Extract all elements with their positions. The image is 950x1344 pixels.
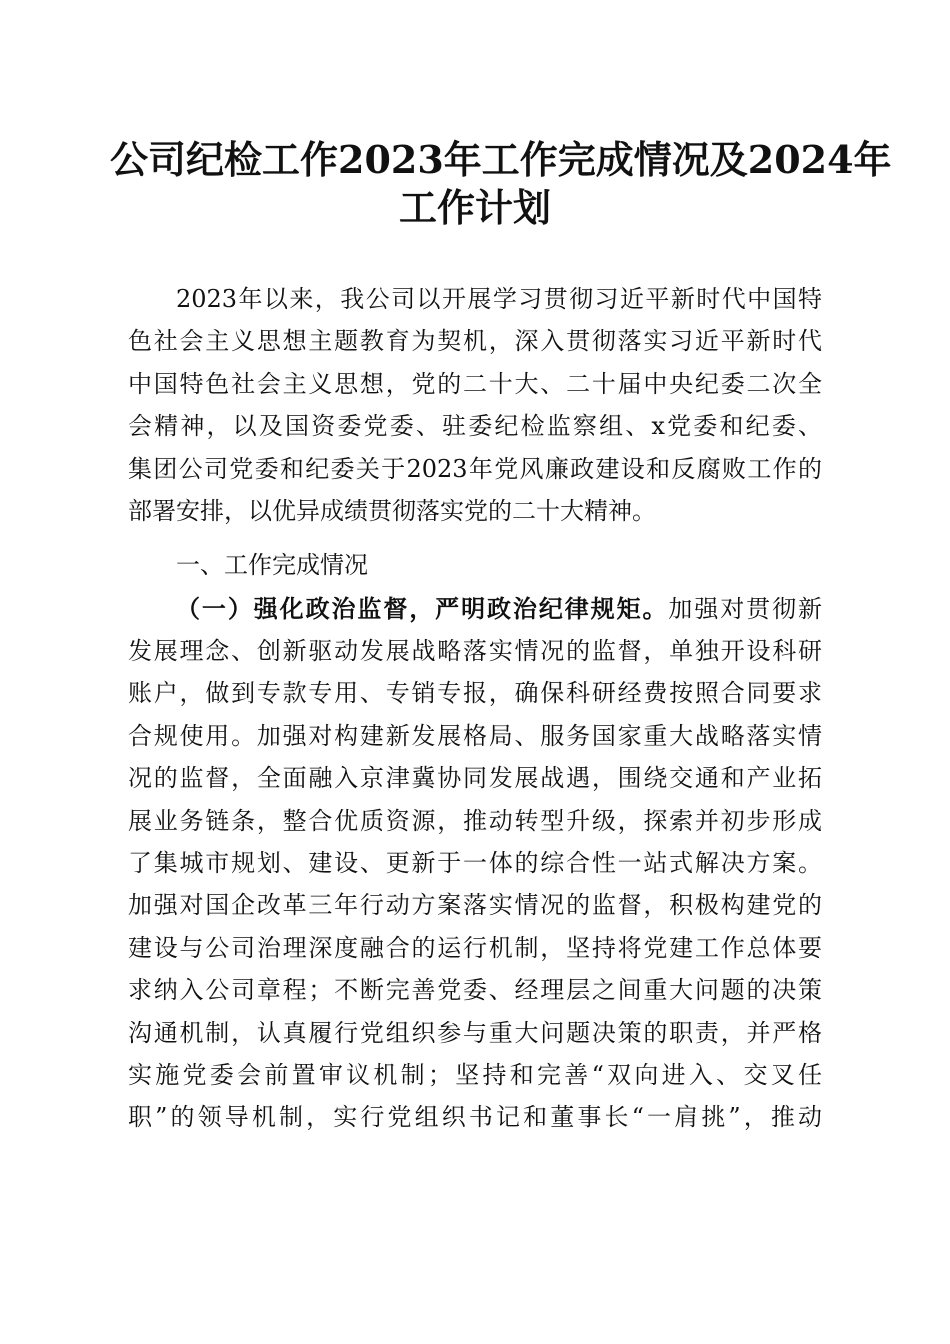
body-line-11: 实施党委会前置审议机制；坚持和完善“双向进入、交叉任 <box>128 1061 822 1089</box>
subsection-1-first-line <box>176 589 822 629</box>
document-title-line-2: 工作计划 <box>398 185 551 230</box>
document-title-line-1: 公司纪检工作2023年工作完成情况及2024年 <box>110 137 892 182</box>
body-line-9: 求纳入公司章程；不断完善党委、经理层之间重大问题的决策 <box>128 976 822 1004</box>
subsection-1-label: （一）强化政治监督，严明政治纪律规矩。 <box>176 595 669 623</box>
intro-line-3: 中国特色社会主义思想，党的二十大、二十届中央纪委二次全 <box>128 370 822 398</box>
section-heading-1: 一、工作完成情况 <box>176 551 368 579</box>
body-line-5: 展业务链条，整合优质资源，推动转型升级，探索并初步形成 <box>128 807 822 835</box>
body-line-3: 合规使用。加强对构建新发展格局、服务国家重大战略落实情 <box>128 722 822 750</box>
body-line-4: 况的监督，全面融入京津冀协同发展战遇，围绕交通和产业拓 <box>128 764 822 792</box>
subsection-1-first-rest: 加强对贯彻新 <box>668 595 823 623</box>
body-line-6: 了集城市规划、建设、更新于一体的综合性一站式解决方案。 <box>128 849 822 877</box>
body-line-1: 发展理念、创新驱动发展战略落实情况的监督，单独开设科研 <box>128 637 822 665</box>
body-line-2: 账户，做到专款专用、专销专报，确保科研经费按照合同要求 <box>128 679 822 707</box>
body-line-7: 加强对国企改革三年行动方案落实情况的监督，积极构建党的 <box>128 891 822 919</box>
body-line-10: 沟通机制，认真履行党组织参与重大问题决策的职责，并严格 <box>128 1019 822 1047</box>
intro-line-2: 色社会主义思想主题教育为契机，深入贯彻落实习近平新时代 <box>128 327 822 355</box>
intro-line-6: 部署安排，以优异成绩贯彻落实党的二十大精神。 <box>128 497 656 525</box>
intro-line-4: 会精神，以及国资委党委、驻委纪检监察组、x党委和纪委、 <box>128 412 822 440</box>
intro-line-1: 2023年以来，我公司以开展学习贯彻习近平新时代中国特 <box>176 285 822 313</box>
intro-line-5: 集团公司党委和纪委关于2023年党风廉政建设和反腐败工作的 <box>128 455 822 483</box>
body-line-12: 职”的领导机制，实行党组织书记和董事长“一肩挑”，推动 <box>128 1103 822 1131</box>
body-line-8: 建设与公司治理深度融合的运行机制，坚持将党建工作总体要 <box>128 934 822 962</box>
